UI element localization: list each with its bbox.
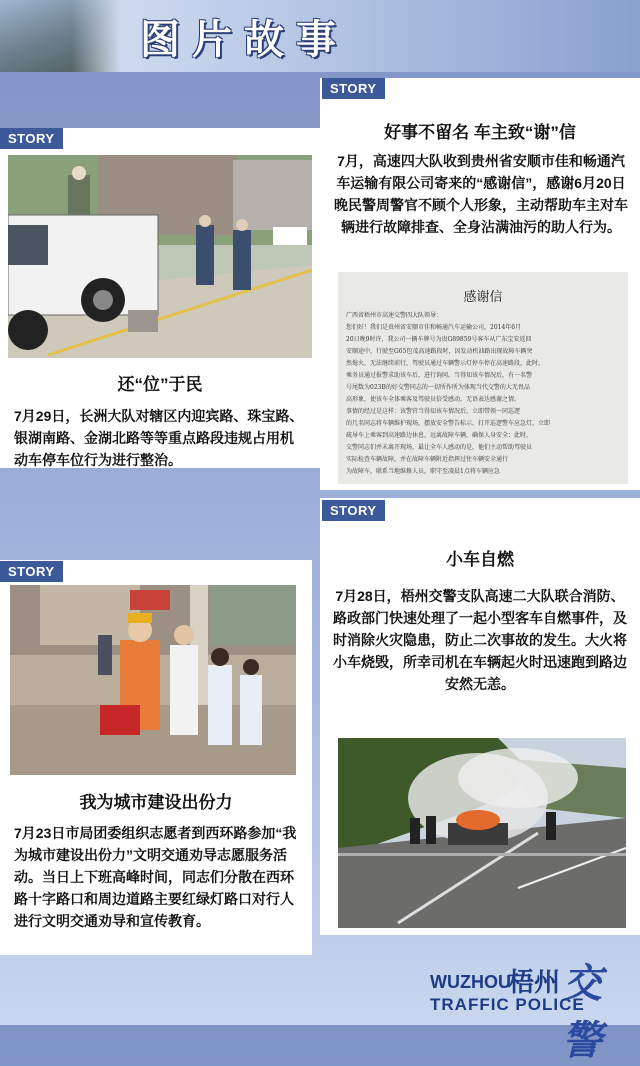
letter-line: 您们好！我们是贵州省安顺市佳和畅通汽车运输公司，2014年6月 xyxy=(346,324,522,331)
letter-line: 交警同志们并未离开现场，最让全车人感动的是，他们主动帮助驾驶员 xyxy=(346,444,533,451)
letter-line: 事情的经过是这样：该警官当得知该车情况后，立即带领一同巡逻 xyxy=(346,408,521,415)
letter-line: 高形象，使该车全体乘客及驾驶员倍受感动，无语表达感谢之情。 xyxy=(346,396,521,403)
photo-thanks-letter xyxy=(338,272,628,484)
letter-line: 乘务员通过报警求助该车后，进行询问，当得知该车情况后，有一名警 xyxy=(346,372,533,379)
letter-line: 的几名同志将车辆维护现场，摆放安全警告标示，打开巡逻警车应急灯，立即 xyxy=(346,420,551,427)
footer-city-cn: 梧州 xyxy=(508,967,561,997)
photo-police-truck xyxy=(8,155,312,358)
footer-wuzhou-en: WUZHOU xyxy=(430,972,511,992)
letter-line: 疏导车上乘客到高速路边休息，远离故障车辆，确保人身安全；此时， xyxy=(346,432,533,439)
story-title: 好事不留名 车主致“谢”信 xyxy=(384,123,576,142)
letter-line: 广西省梧州市高速交警四大队领导： xyxy=(346,312,443,319)
photo-volunteers xyxy=(10,585,296,775)
story-tag: STORY xyxy=(322,78,385,99)
footer-logo-cn: 交警 xyxy=(562,960,602,1064)
footer-traffic-police-en: TRAFFIC POLICE xyxy=(430,995,585,1014)
story-tag: STORY xyxy=(0,128,63,149)
header-banner xyxy=(0,0,640,72)
page-title: 图片故事 xyxy=(140,16,348,63)
letter-title: 感谢信 xyxy=(463,290,503,305)
story-tag: STORY xyxy=(322,500,385,521)
letter-line: 为故障车，联系当地维修人员，职守至凌晨1点将车辆应急 xyxy=(346,468,500,475)
letter-line: 20日晚9时许，我公司一辆车牌号为贵G89859号客车从广东宝安返回 xyxy=(346,336,532,343)
story-tag: STORY xyxy=(0,561,63,582)
letter-line: 然熄火，无法继续前行，驾驶员通过车辆警示灯停车停在高速路段，此时， xyxy=(346,360,545,367)
story-text: 7月23日市局团委组织志愿者到西环路参加“我为城市建设出份力”文明交通劝导志愿服务活动。当日上下班高峰时间，同志们分散在西环路十字路口和周边道路主要红绿灯路口对行人进行文明交通劝导和宣传教育。 xyxy=(14,825,297,929)
story-text: 7月29日，长洲大队对辖区内迎宾路、珠宝路、银湖南路、金湖北路等等重点路段违规占用机动车停车位行为进行整治。 xyxy=(14,408,304,468)
letter-body xyxy=(346,310,622,478)
banner-street-photo xyxy=(0,0,120,72)
letter-line: 实际检查车辆故障，并在故障车辆附近指挥过往车辆安全通行 xyxy=(346,456,509,463)
letter-line: 号尾数为023B的好交警同志的一切所作所为体现当代交警的大无畏品 xyxy=(346,384,530,391)
story-title: 还“位”于民 xyxy=(117,375,203,394)
letter-line: 安顺途中，行驶至G65包茂高速路段时，因发动机油路出现故障车辆突 xyxy=(346,348,533,355)
story-text: 7月，高速四大队收到贵州省安顺市佳和畅通汽车运输有限公司寄来的“感谢信”，感谢6月20日晚民警周警官不顾个人形象，主动帮助车主对车辆进行故障排查、全身沾满油污的助人行为。 xyxy=(334,153,628,235)
story-text: 7月28日，梧州交警支队高速二大队联合消防、路政部门快速处理了一起小型客车自燃事件，及时消除火灾隐患，防止二次事故的发生。大火将小车烧毁，所幸司机在车辆起火时迅速跑到路边安然无恙。 xyxy=(333,588,627,692)
story-title: 我为城市建设出份力 xyxy=(79,793,233,812)
photo-car-fire xyxy=(338,738,626,928)
story-title: 小车自燃 xyxy=(446,550,514,569)
